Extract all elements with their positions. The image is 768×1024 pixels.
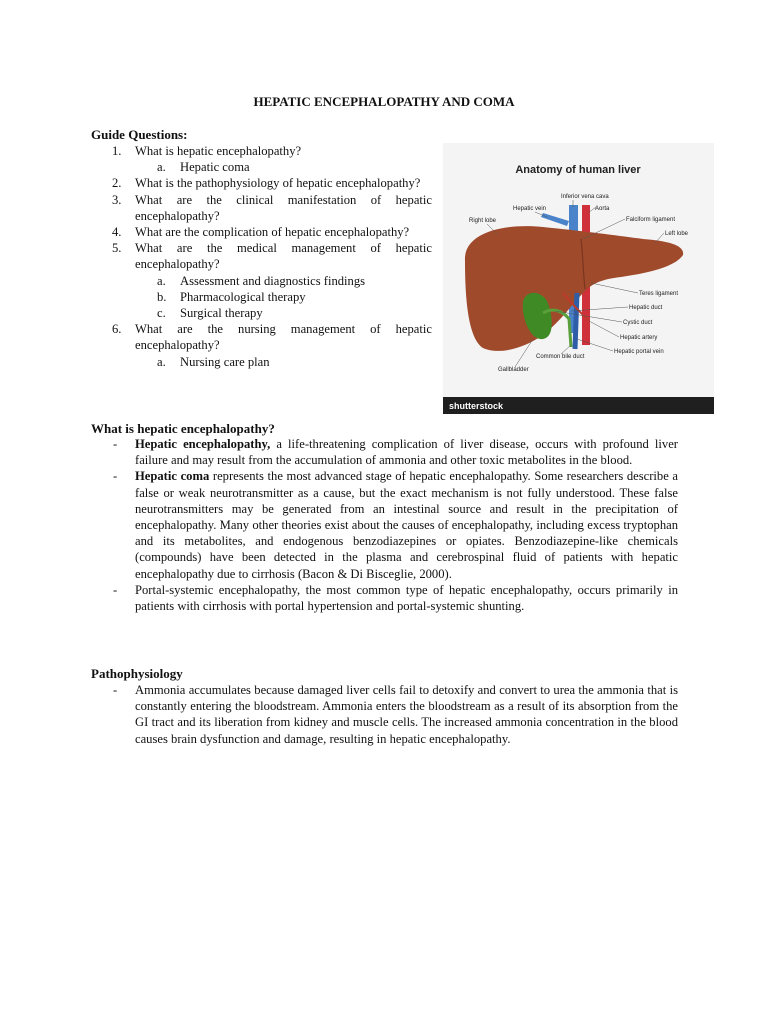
figure-title: Anatomy of human liver — [515, 164, 641, 176]
bullet-term: Hepatic coma — [135, 469, 210, 484]
question-item — [90, 224, 432, 240]
question-item — [90, 321, 432, 370]
bullet-text: a life-threatening complication of liver disease, occurs with profound liver failure and may result from the accumulation of ammonia and other toxic metabolites in the blood. — [135, 437, 678, 468]
sub-item — [135, 289, 432, 305]
question-item — [90, 175, 432, 191]
question-text: What are the nursing management of hepatic encephalopathy? — [135, 322, 432, 353]
what-is-heading: What is hepatic encephalopathy? — [91, 421, 275, 436]
question-item — [90, 143, 432, 175]
bullet-item: - Hepatic coma represents the most advanced stage of hepatic encephalopathy. Some researchers describe a false or weak neurotransmitter as a cause, but the exact mechanism is not fully understood. These false neurotransmitters may be generated from an intestinal source and result in the precipitation of encephalopathy. Many other theories exist about the causes of encephalopathy, including excess tryptophan and its metabolites, and endogenous benzodiazepines or opiates. Benzodiazepine-like chemicals (compounds) have been detected in the plasma and cerebrospinal fluid of patients with hepatic encephalopathy due to cirrhosis (Bacon & Di Bisceglie, 2000). — [113, 469, 679, 581]
sub-item — [135, 354, 432, 370]
label-common-bile-duct: Common bile duct — [536, 354, 585, 360]
label-gallbladder: Gallbladder — [498, 367, 529, 373]
question-number: 3. — [112, 192, 122, 207]
sub-letter: b. — [157, 289, 167, 304]
question-text: What are the complication of hepatic encephalopathy? — [135, 225, 410, 240]
guide-questions-list — [90, 143, 432, 370]
page-title: HEPATIC ENCEPHALOPATHY AND COMA — [253, 94, 515, 109]
sub-list — [135, 159, 432, 175]
bullet-term: Hepatic encephalopathy, — [135, 437, 271, 451]
label-hepatic-duct: Hepatic duct — [629, 305, 663, 311]
label-left-lobe: Left lobe — [665, 231, 689, 237]
pathophysiology-list — [110, 682, 678, 747]
question-item — [90, 240, 432, 321]
question-number: 2. — [112, 176, 122, 191]
sub-list — [135, 273, 432, 322]
bullet-text: represents the most advanced stage of hepatic encephalopathy. Some researchers describe a false or weak neurotransmitter as a cause, but the exact mechanism is not fully understood. These false neurotransmitters may be generated from an intestinal source and result in the precipitation of encephalopathy. Many other theories exist about the causes of encephalopathy, including excess tryptophan and its metabolites, and endogenous benzodiazepines or opiates. Benzodiazepine-like chemicals (compounds) have been detected in the plasma and cerebrospinal fluid of patients with hepatic encephalopathy due to cirrhosis (Bacon & Di Bisceglie, 2000). — [135, 469, 679, 581]
question-text: What are the medical management of hepatic encephalopathy? — [135, 241, 432, 272]
bullet-item: - Ammonia accumulates because damaged liver cells fail to detoxify and convert to urea the ammonia that is constantly entering the bloodstream. Ammonia enters the bloodstream as a result of its absorption from the GI tract and its liberation from kidney and muscle cells. The increased ammonia concentration in the blood causes brain dysfunction and damage, resulting in hepatic encephalopathy. — [113, 683, 678, 746]
liver-anatomy-figure — [443, 143, 714, 414]
sub-letter: a. — [157, 354, 166, 369]
sub-text: Assessment and diagnostics findings — [180, 273, 366, 288]
sub-text: Surgical therapy — [180, 306, 263, 321]
bullet-item: - Portal-systemic encephalopathy, the most common type of hepatic encephalopathy, occurs primarily in patients with cirrhosis with portal hypertension and portal-systemic shunting. — [113, 582, 678, 614]
question-number: 5. — [112, 241, 122, 256]
label-aorta: Aorta — [595, 206, 610, 212]
bullet-item: - Hepatic encephalopathy, a life-threatening complication of liver disease, occurs with profound liver failure and may result from the accumulation of ammonia and other toxic metabolites in the blood. — [113, 437, 678, 468]
question-item — [90, 192, 432, 224]
portal-vein — [575, 293, 577, 349]
sub-text: Nursing care plan — [180, 354, 270, 369]
question-number: 1. — [112, 144, 122, 158]
question-number: 4. — [112, 225, 122, 240]
sub-item — [135, 273, 432, 289]
label-inferior-vena-cava: Inferior vena cava — [561, 194, 609, 200]
pathophysiology-heading: Pathophysiology — [91, 666, 183, 681]
label-cystic-duct: Cystic duct — [623, 320, 653, 326]
label-teres-ligament: Teres ligament — [639, 291, 679, 297]
sub-letter: a. — [157, 160, 166, 175]
question-text: What is hepatic encephalopathy? — [135, 144, 302, 158]
bullet-text: Portal-systemic encephalopathy, the most common type of hepatic encephalopathy, occurs primarily in patients with cirrhosis with portal hypertension and portal-systemic shunting. — [135, 582, 678, 614]
question-text: What is the pathophysiology of hepatic encephalopathy? — [135, 176, 421, 191]
label-falciform-ligament: Falciform ligament — [626, 217, 676, 223]
label-hepatic-artery: Hepatic artery — [620, 335, 658, 341]
liver-illustration — [443, 143, 714, 414]
sub-text: Pharmacological therapy — [180, 289, 306, 304]
label-hepatic-portal-vein: Hepatic portal vein — [614, 349, 664, 355]
sub-letter: a. — [157, 273, 166, 288]
what-is-list — [110, 436, 678, 614]
sub-item — [135, 305, 432, 321]
sub-letter: c. — [157, 306, 166, 321]
question-text: What are the clinical manifestation of hepatic encephalopathy? — [135, 192, 432, 223]
brand-logo: shutterstock — [449, 401, 504, 411]
label-hepatic-vein: Hepatic vein — [513, 206, 547, 212]
bullet-text: Ammonia accumulates because damaged liver cells fail to detoxify and convert to urea the ammonia that is constantly entering the bloodstream. Ammonia enters the bloodstream as a result of its absorption from the GI tract and its liberation from kidney and muscle cells. The increased ammonia concentration in the blood causes brain dysfunction and damage, resulting in hepatic encephalopathy. — [135, 683, 678, 746]
sub-item — [135, 159, 432, 175]
label-right-lobe: Right lobe — [469, 218, 497, 224]
sub-list — [135, 354, 432, 370]
question-number: 6. — [112, 322, 122, 337]
guide-questions-heading: Guide Questions: — [91, 127, 188, 142]
sub-text: Hepatic coma — [180, 160, 250, 175]
